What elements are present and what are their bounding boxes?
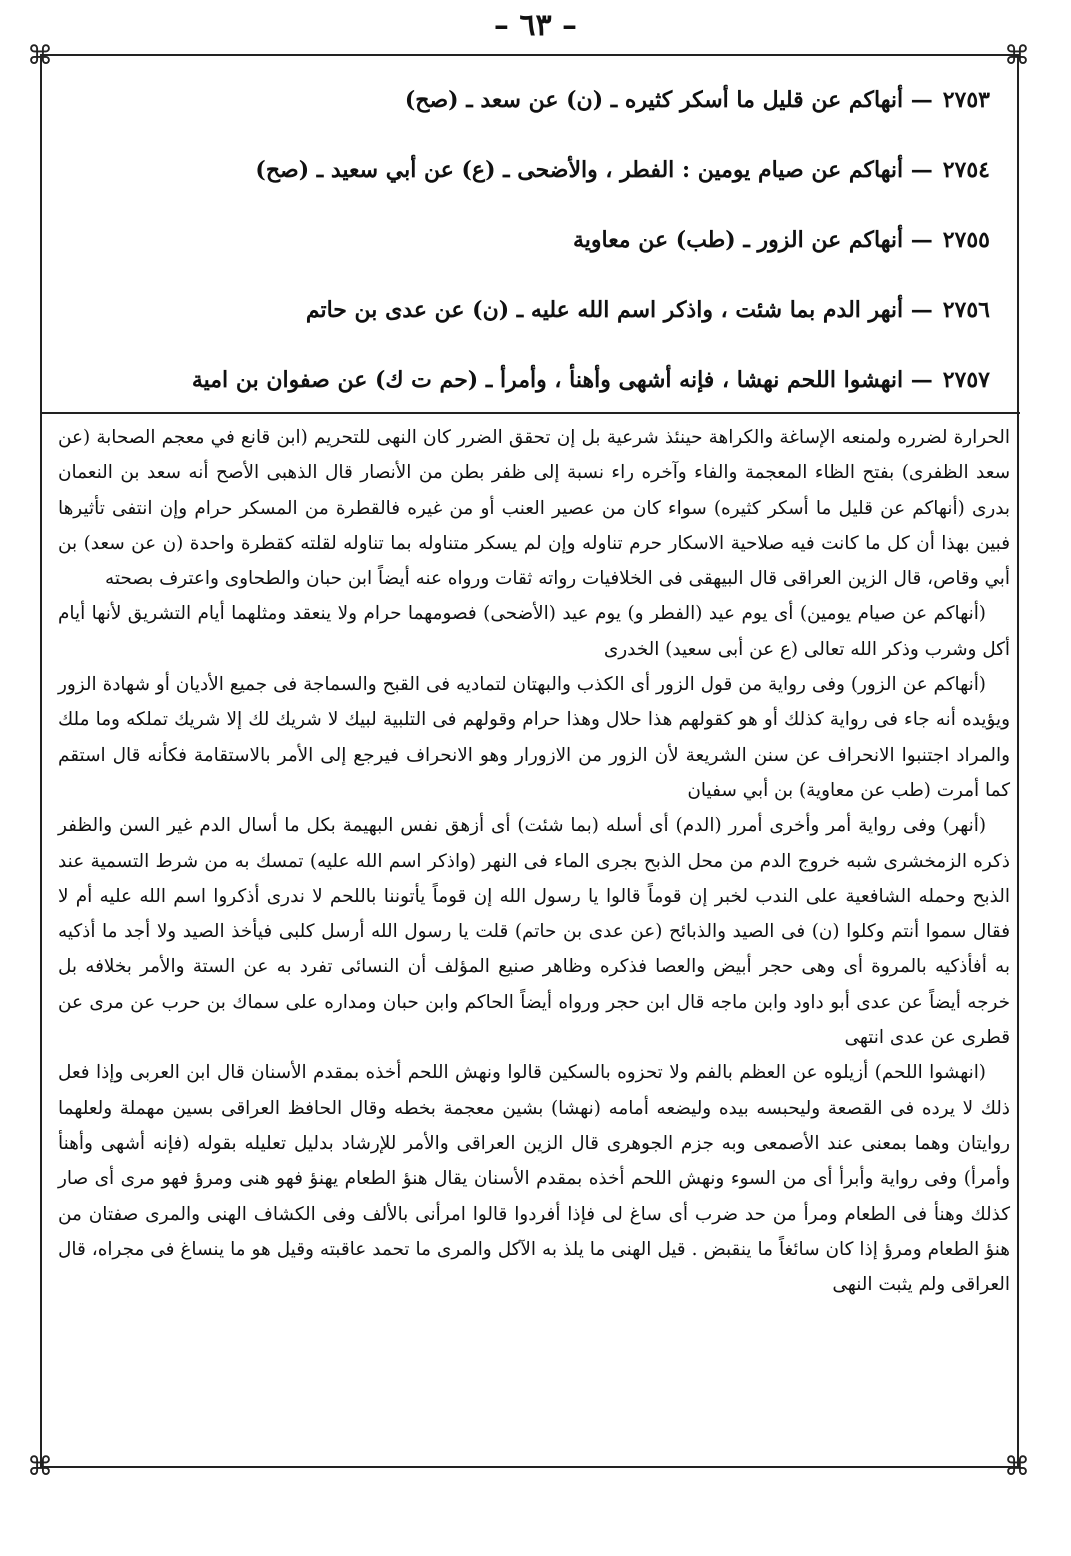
commentary-paragraph: (أنهر) وفى رواية أمر وأخرى أمرر (الدم) أى أسله (بما شئت) أى أزهق نفس البهيمة بكل ما أسال الدم غير السن والظفر ذكره الزمخشرى شبه خروج الدم من محل الذبح بجرى الماء فى النهر (واذكر اسم الله عليه) تمسك به من شرط التسمية عند الذبح وحمله الشافعية على الندب لخبر إن قوماً قالوا يا رسول الله إن قوماً يأتوننا باللحم لا ندرى أذكروا اسم الله عليه أم لا فقال سموا أنتم وكلوا (ن) فى الصيد والذبائح (عن عدى بن حاتم) قلت يا رسول الله أرسل كلبى فيأخذ الصيد ولا أجد ما أذكيه به أفأذكيه بالمروة أى وهى حجر أبيض والعصا فذكره وظاهر صنيع المؤلف أن النسائى تفرد به عن الستة والأمر بخلافه بل خرجه أيضاً عن عدى أبو داود وابن ماجه قال ابن حجر ورواه أيضاً الحاكم وابن حبان ومداره على سماك بن حرب عن مرى عن قطرى عن عدى انتهى: [58, 815, 1010, 1049]
hadith-number: ٢٧٥٣: [942, 87, 990, 113]
hadith-text: — انهشوا اللحم نهشا ، فإنه أشهى وأهنأ ، وأمرأ ـ (حم ت ك) عن صفوان بن امية: [191, 367, 933, 393]
hadith-entry: [70, 142, 990, 212]
corner-ornament-icon: ⌘: [1004, 1452, 1030, 1482]
hadith-number: ٢٧٥٦: [942, 297, 990, 323]
top-rule: [40, 54, 1020, 56]
commentary-paragraph: (أنهاكم عن صيام يومين) أى يوم عيد (الفطر و) يوم عيد (الأضحى) فصومهما حرام ولا ينعقد ومثلهما أيام التشريق لأنها أيام أكل وشرب وذكر الله تعالى (ع عن أبى سعيد) الخدرى: [58, 603, 1010, 660]
commentary-paragraph: (انهشوا اللحم) أزيلوه عن العظم بالفم ولا تحزوه بالسكين قالوا ونهش اللحم أخذه بمقدم الأسنان قال ابن العربى وإذا فعل ذلك لا يرده فى القصعة وليحبسه بيده وليضعه أمامه (نهشا) بشين معجمة بخطه وقال الحافظ العراقى بسين مهملة ولعلهما روايتان وهما بمعنى عند الأصمعى وبه جزم الجوهرى قال الزين العراقى والأمر للإرشاد بدليل تعليله بقوله (فإنه أشهى وأهنأ وأمرأ) وفى رواية وأبرأ أى من السوء ونهش اللحم أخذه بمقدم الأسنان يقال هنؤ الطعام يهنؤ فهو هنى ومرؤ فهو مرى أى صار كذلك وهنأ فى الطعام ومرأ من حد ضرب أى ساغ لى فإذا أفردوا قالوا امرأنى بالألف وفى الكشاف الهنى والمرى صفتان من هنؤ الطعام ومرؤ إذا كان سائغاً ما ينقبض . قيل الهنى ما يلذ به الآكل والمرى ما تحمد عاقبته وقيل هو ما ينساغ فى مجراه، قال العراقى ولم يثبت النهى: [58, 1062, 1010, 1296]
hadith-text: — أنهاكم عن صيام يومين : الفطر ، والأضحى ـ (ع) عن أبي سعيد ـ (صح): [255, 157, 933, 183]
hadith-entry: [70, 72, 990, 142]
hadith-number: ٢٧٥٤: [942, 157, 990, 183]
hadith-entry: [70, 282, 990, 352]
hadith-text: — أنهر الدم بما شئت ، واذكر اسم الله عليه ـ (ن) عن عدى بن حاتم: [305, 297, 933, 323]
page-number: – ٦٣ –: [493, 8, 578, 43]
commentary-paragraph: (أنهاكم عن الزور) وفى رواية من قول الزور أى الكذب والبهتان لتماديه فى القبح والسماجة فى جميع الأديان أو شهادة الزور ويؤيده أنه جاء فى رواية كذلك أو هو كقولهم هذا حلال وهذا حرام وقولهم فى التلبية لبيك لا شريك لك إلا شريك تملكه وما ملك والمراد اجتنبوا الانحراف عن سنن الشريعة لأن الزور من الازورار وهو الانحراف فيرجع إلى الأمر بالاستقامة فكأنه قال استقم كما أمرت (طب عن معاوية) بن أبي سفيان: [58, 674, 1010, 801]
commentary-body: [58, 420, 1010, 1302]
hadith-entry: [70, 352, 990, 422]
hadith-entry: [70, 212, 990, 282]
hadith-number: ٢٧٥٧: [942, 367, 990, 393]
corner-ornament-icon: ⌘: [27, 41, 53, 71]
hadith-list: [70, 72, 990, 422]
hadith-text: — أنهاكم عن الزور ـ (طب) عن معاوية: [572, 227, 933, 253]
hadith-number: ٢٧٥٥: [942, 227, 990, 253]
commentary-paragraph: الحرارة لضرره ولمنعه الإساغة والكراهة حينئذ شرعية بل إن تحقق الضرر كان النهى للتحريم (ابن قانع في معجم الصحابة (عن سعد الظفرى) بفتح الظاء المعجمة والفاء وآخره راء نسبة إلى ظفر بطن من الأنصار قال الذهبى الأصح أنه سعد بن النعمان بدرى (أنهاكم عن قليل ما أسكر كثيره) سواء كان من عصير العنب أو من غيره فالقطرة من المسكر حرام وإن انتفى تأثيرها فبين بهذا أن كل ما كانت فيه صلاحية الاسكار حرم تناوله وإن لم يسكر متناوله بما تناوله لقلته كقطرة واحدة (ن عن سعد) بن أبي وقاص، قال الزين العراقى قال البيهقى فى الخلافيات رواته ثقات ورواه عنه أيضاً ابن حبان والطحاوى واعترف بصحته: [58, 427, 1010, 590]
corner-ornament-icon: ⌘: [27, 1452, 53, 1482]
hadith-text: — أنهاكم عن قليل ما أسكر كثيره ـ (ن) عن سعد ـ (صح): [404, 87, 933, 113]
corner-ornament-icon: ⌘: [1004, 41, 1030, 71]
bottom-rule: [40, 1466, 1020, 1468]
